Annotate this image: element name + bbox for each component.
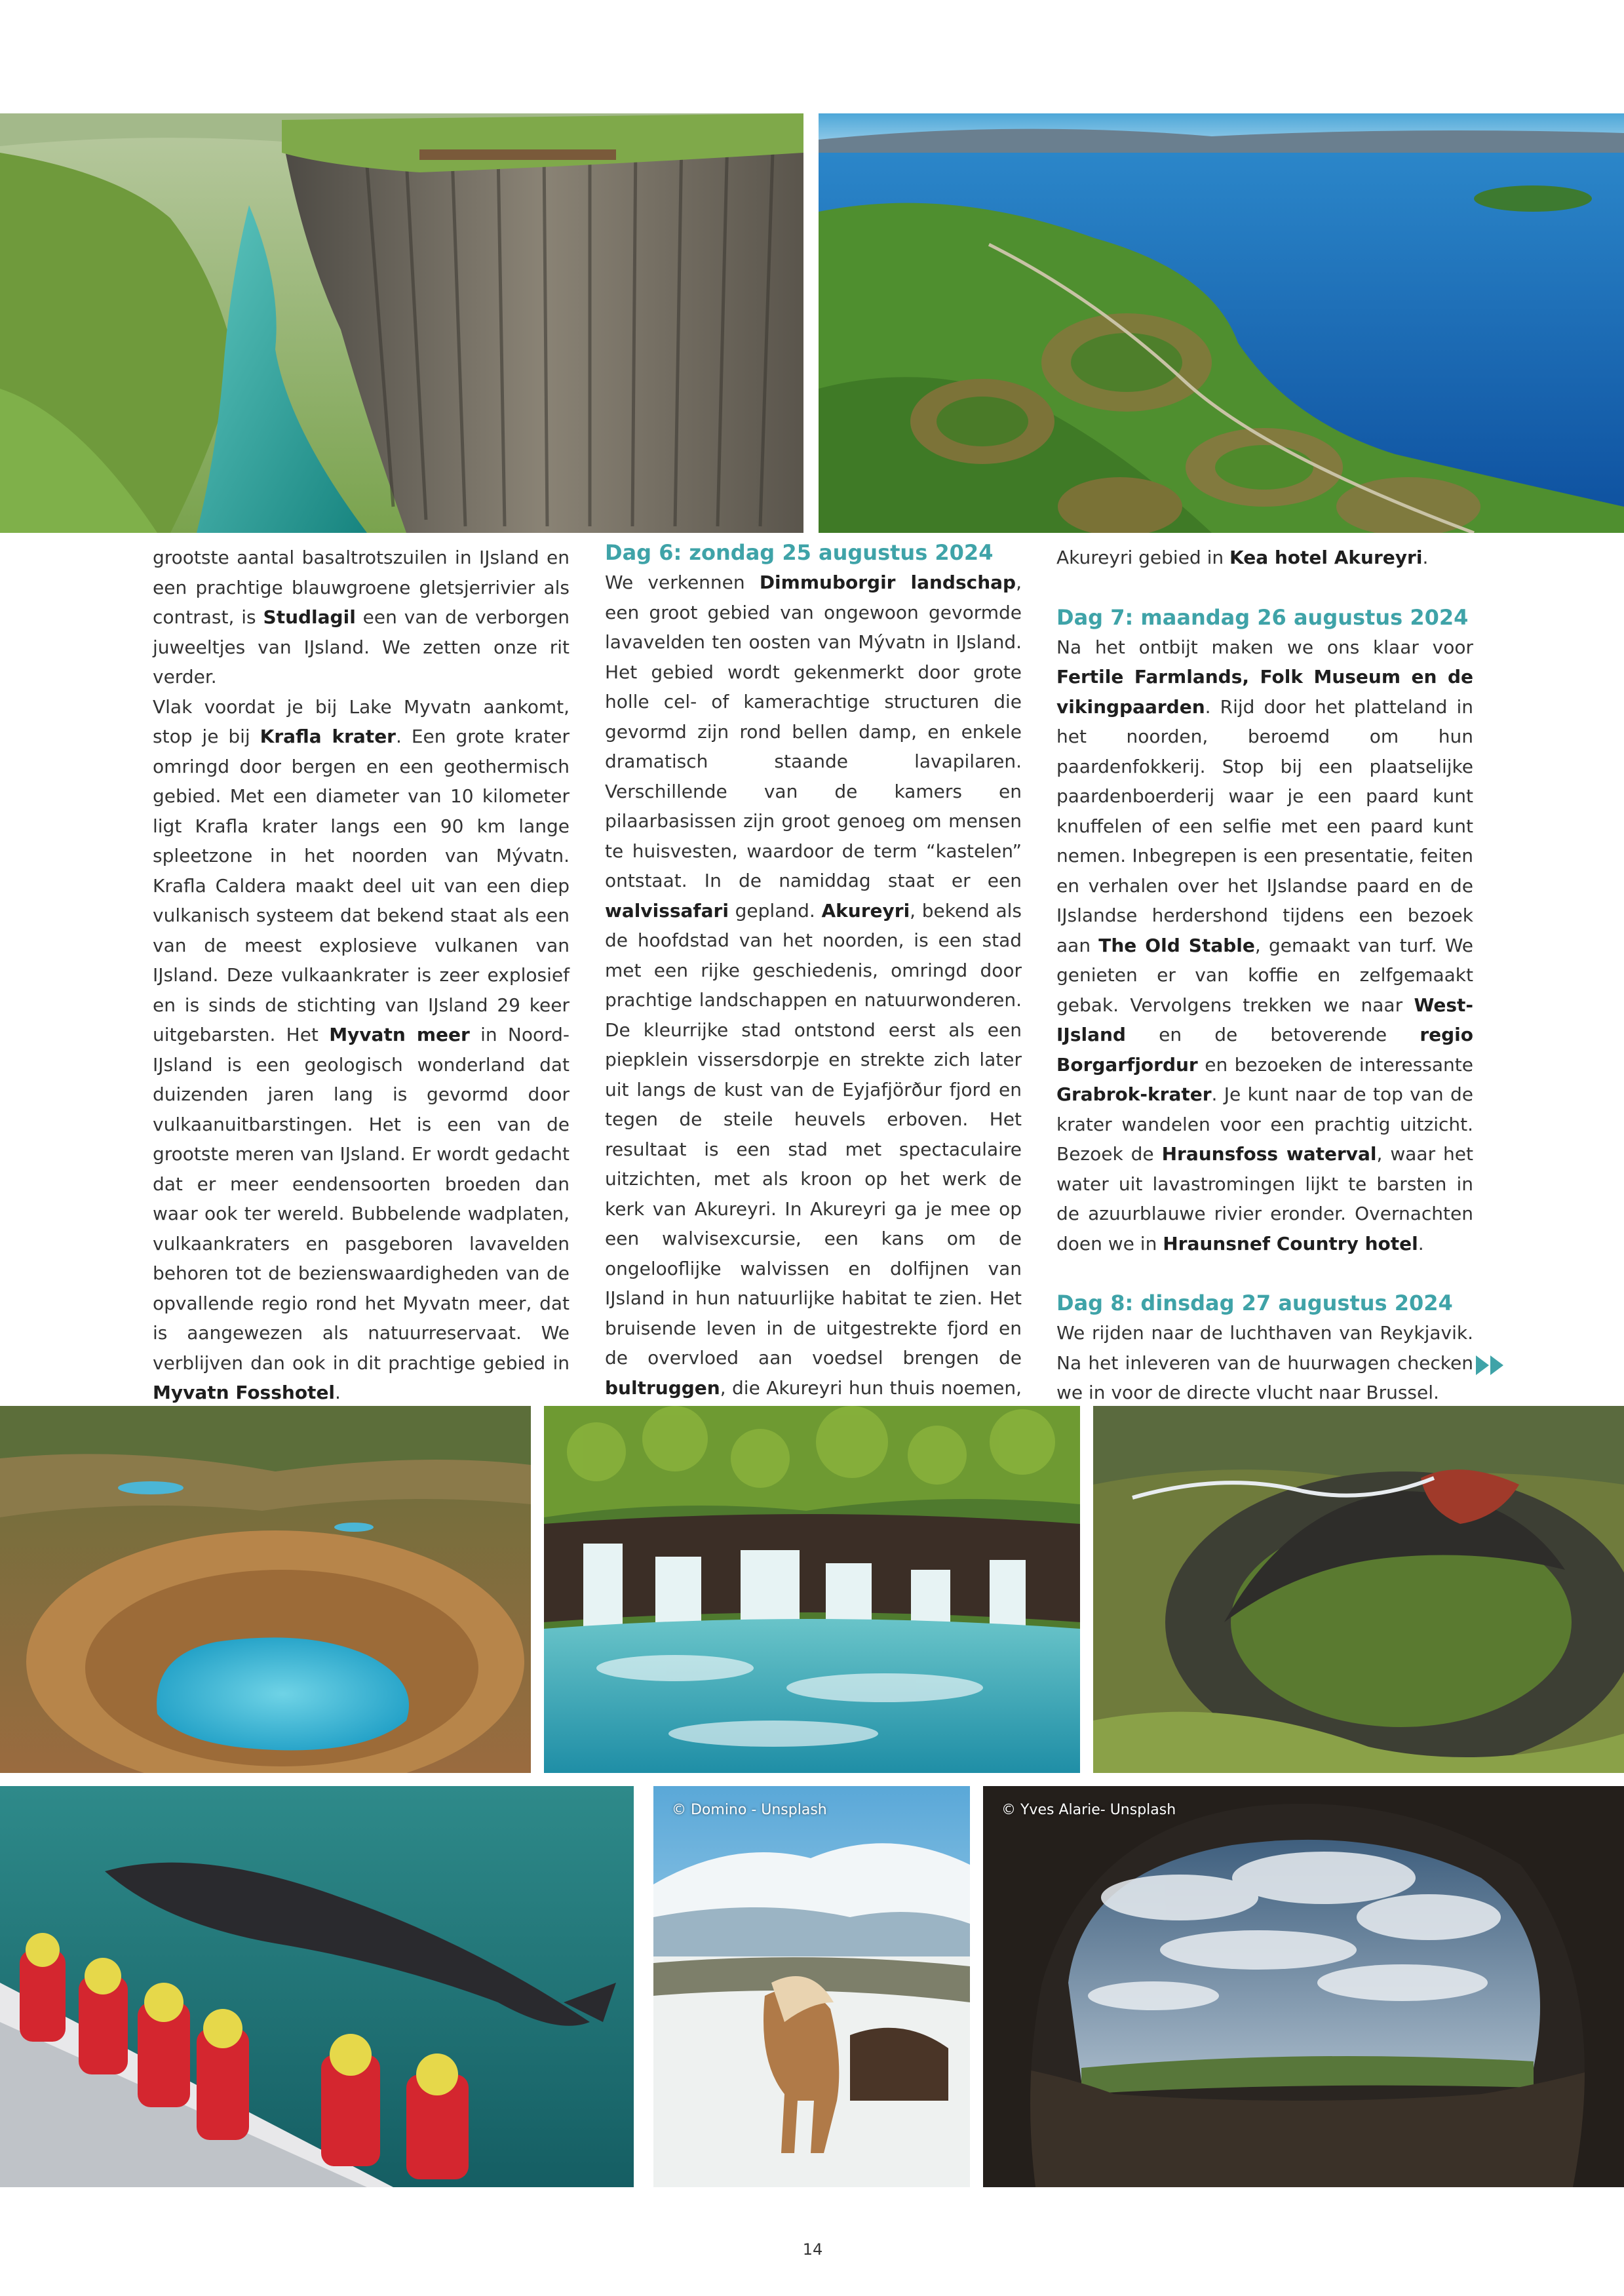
photo-crater-lake <box>0 1406 531 1773</box>
heading-day-6: Dag 6: zondag 25 augustus 2024 <box>605 540 994 565</box>
paragraph-krafla-myvatn: Vlak voordat je bij Lake Myvatn aankomt, stop je bij Krafla krater. Een grote krater omringd door bergen en een geothermisch gebied. Met een diameter van 10 kilometer ligt Krafla krater langs een 90 km lange spleetzone in het noorden van Mývatn. Krafla Caldera maakt deel uit van een diep vulkanisch systeem dat bekend staat als een van de meest explosieve vulkanen van IJsland. Deze vulkaankrater is zeer explosief en is sinds de stichting van IJsland 29 keer uitgebarsten. Het Myvatn meer in Noord-IJsland is een geologisch wonderland dat duizenden jaren lang is gevormd door vulkaanuitbarstingen. Het is een van de grootste meren van IJsland. Er wordt gedacht dat er meer eendensoorten broeden dan waar ook ter wereld. Bubbelende wadplaten, vulkaankraters en pasgeboren lavavelden behoren tot de bezienswaardigheden van de opvallende regio rond het Myvatn meer, dat is aangewezen als natuurreservaat. We verblijven dan ook in dit prachtige gebied in Myvatn Fosshotel. <box>153 695 570 1403</box>
bold-term: Myvatn Fosshotel <box>153 1382 336 1403</box>
heading-day-7: Dag 7: maandag 26 augustus 2024 <box>1056 604 1469 630</box>
photo-credit-cave: © Yves Alarie- Unsplash <box>1001 1802 1176 1818</box>
heading-day-8: Dag 8: dinsdag 27 augustus 2024 <box>1056 1291 1453 1315</box>
page-number: 14 <box>802 2240 823 2259</box>
bold-term: walvissafari <box>605 899 729 922</box>
bold-term: regio Borgarfjordur <box>1056 1024 1473 1076</box>
text-column-2 <box>605 537 1022 1433</box>
bold-term: Myvatn meer <box>329 1024 470 1045</box>
text-column-1 <box>153 543 570 1408</box>
photo-waterfall <box>544 1406 1080 1773</box>
paragraph-farmlands-borgarfjordur: Na het ontbijt maken we ons klaar voor Fertile Farmlands, Folk Museum en de vikingpaarden. Rijd door het platteland in het noorden, beroemd om hun paardenfokkerij. Stop bij een plaatselijke paardenboerderij waar je een paard kunt knuffelen of een selfie met een paard kunt nemen. Inbegrepen is een presentatie, feiten en verhalen over het IJslandse paard en de IJslandse herdershond tijdens een bezoek aan The Old Stable, gemaakt van turf. We genieten er van koffie en zelfgemaakt gebak. Vervolgens trekken we naar West-IJsland en de betoverende regio Borgarfjordur en bezoeken de interessante Grabrok-krater. Je kunt naar de top van de krater wandelen voor een prachtig uitzicht. Bezoek de Hraunsfoss waterval, waar het water uit lavastromingen lijkt te barsten in de azuurblauwe rivier eronder. Overnachten doen we in Hraunsnef Country hotel. <box>1056 636 1473 1255</box>
bold-term: Grabrok-krater <box>1056 1083 1212 1105</box>
bold-term: bultruggen <box>605 1376 720 1399</box>
photo-pseudocraters <box>819 113 1624 533</box>
photo-horse <box>653 1786 970 2187</box>
bold-term: Studlagil <box>263 606 356 628</box>
photo-credit-horse: © Domino - Unsplash <box>672 1802 827 1818</box>
photo-canyon <box>0 113 803 533</box>
bold-term: Fertile Farmlands, Folk Museum en de vikingpaarden <box>1056 666 1473 718</box>
paragraph-kea-hotel: Akureyri gebied in Kea hotel Akureyri. <box>1056 547 1429 568</box>
bold-term: Kea hotel Akureyri <box>1229 547 1423 568</box>
bold-term: Hraunsnef Country hotel <box>1163 1232 1418 1255</box>
bold-term: The Old Stable <box>1098 934 1255 956</box>
photo-green-crater <box>1093 1406 1624 1773</box>
paragraph-studlagil: grootste aantal basaltrotszuilen in IJsland en een prachtige blauwgroene gletsjerrivier als contrast, is Studlagil een van de verborgen juweeltjes van IJsland. We zetten onze rit verder. <box>153 547 570 688</box>
photo-lava-cave <box>983 1786 1624 2187</box>
bold-term: Akureyri <box>821 899 910 922</box>
bold-term: Krafla krater <box>260 726 396 747</box>
paragraph-return-flight: We rijden naar de luchthaven van Reykjavik. Na het inleveren van de huurwagen checken we in voor de directe vlucht naar Brussel. <box>1056 1322 1473 1403</box>
text-column-3 <box>1056 543 1473 1408</box>
bold-term: Hraunsfoss waterval <box>1161 1143 1377 1165</box>
paragraph-dimmuborgir-akureyri: We verkennen Dimmuborgir landschap, een groot gebied van ongewoon gevormde lavavelden ten oosten van Mývatn in IJsland. Het gebied wordt gekenmerkt door grote holle cel- of kamerachtige structuren die gevormd zijn rond bellen damp, en enkele dramatisch staande lavapilaren. Verschillende van de kamers en pilaarbasissen zijn groot genoeg om mensen te huisvesten, waardoor de term “kastelen” ontstaat. In de namiddag staat er een walvissafari gepland. Akureyri, bekend als de hoofdstad van het noorden, is een stad met een rijke geschiedenis, omringd door prachtige landschappen en natuurwonderen. De kleurrijke stad ontstond eerst als een piepklein vissersdorpje en strekte zich later uit langs de kust van de Eyjafjörður fjord en tegen de steile heuvels erboven. Het resultaat is een stad met spectaculaire uitzichten, met als kroon op het werk de kerk van Akureyri. In Akureyri ga je mee op een walvisexcursie, een kans om de ongelooflijke walvissen en dolfijnen van IJsland in hun natuurlijke habitat te zien. Het bruisende leven in de uitgestrekte fjord en de overvloed aan voedsel brengen de bultruggen, die Akureyri hun thuis noemen, <box>605 572 1022 1399</box>
bold-term: Dimmuborgir landschap <box>759 572 1016 593</box>
double-chevron-right-icon <box>1476 1355 1505 1375</box>
bold-term: West-IJsland <box>1056 994 1473 1045</box>
photo-whale-watching <box>0 1786 634 2187</box>
